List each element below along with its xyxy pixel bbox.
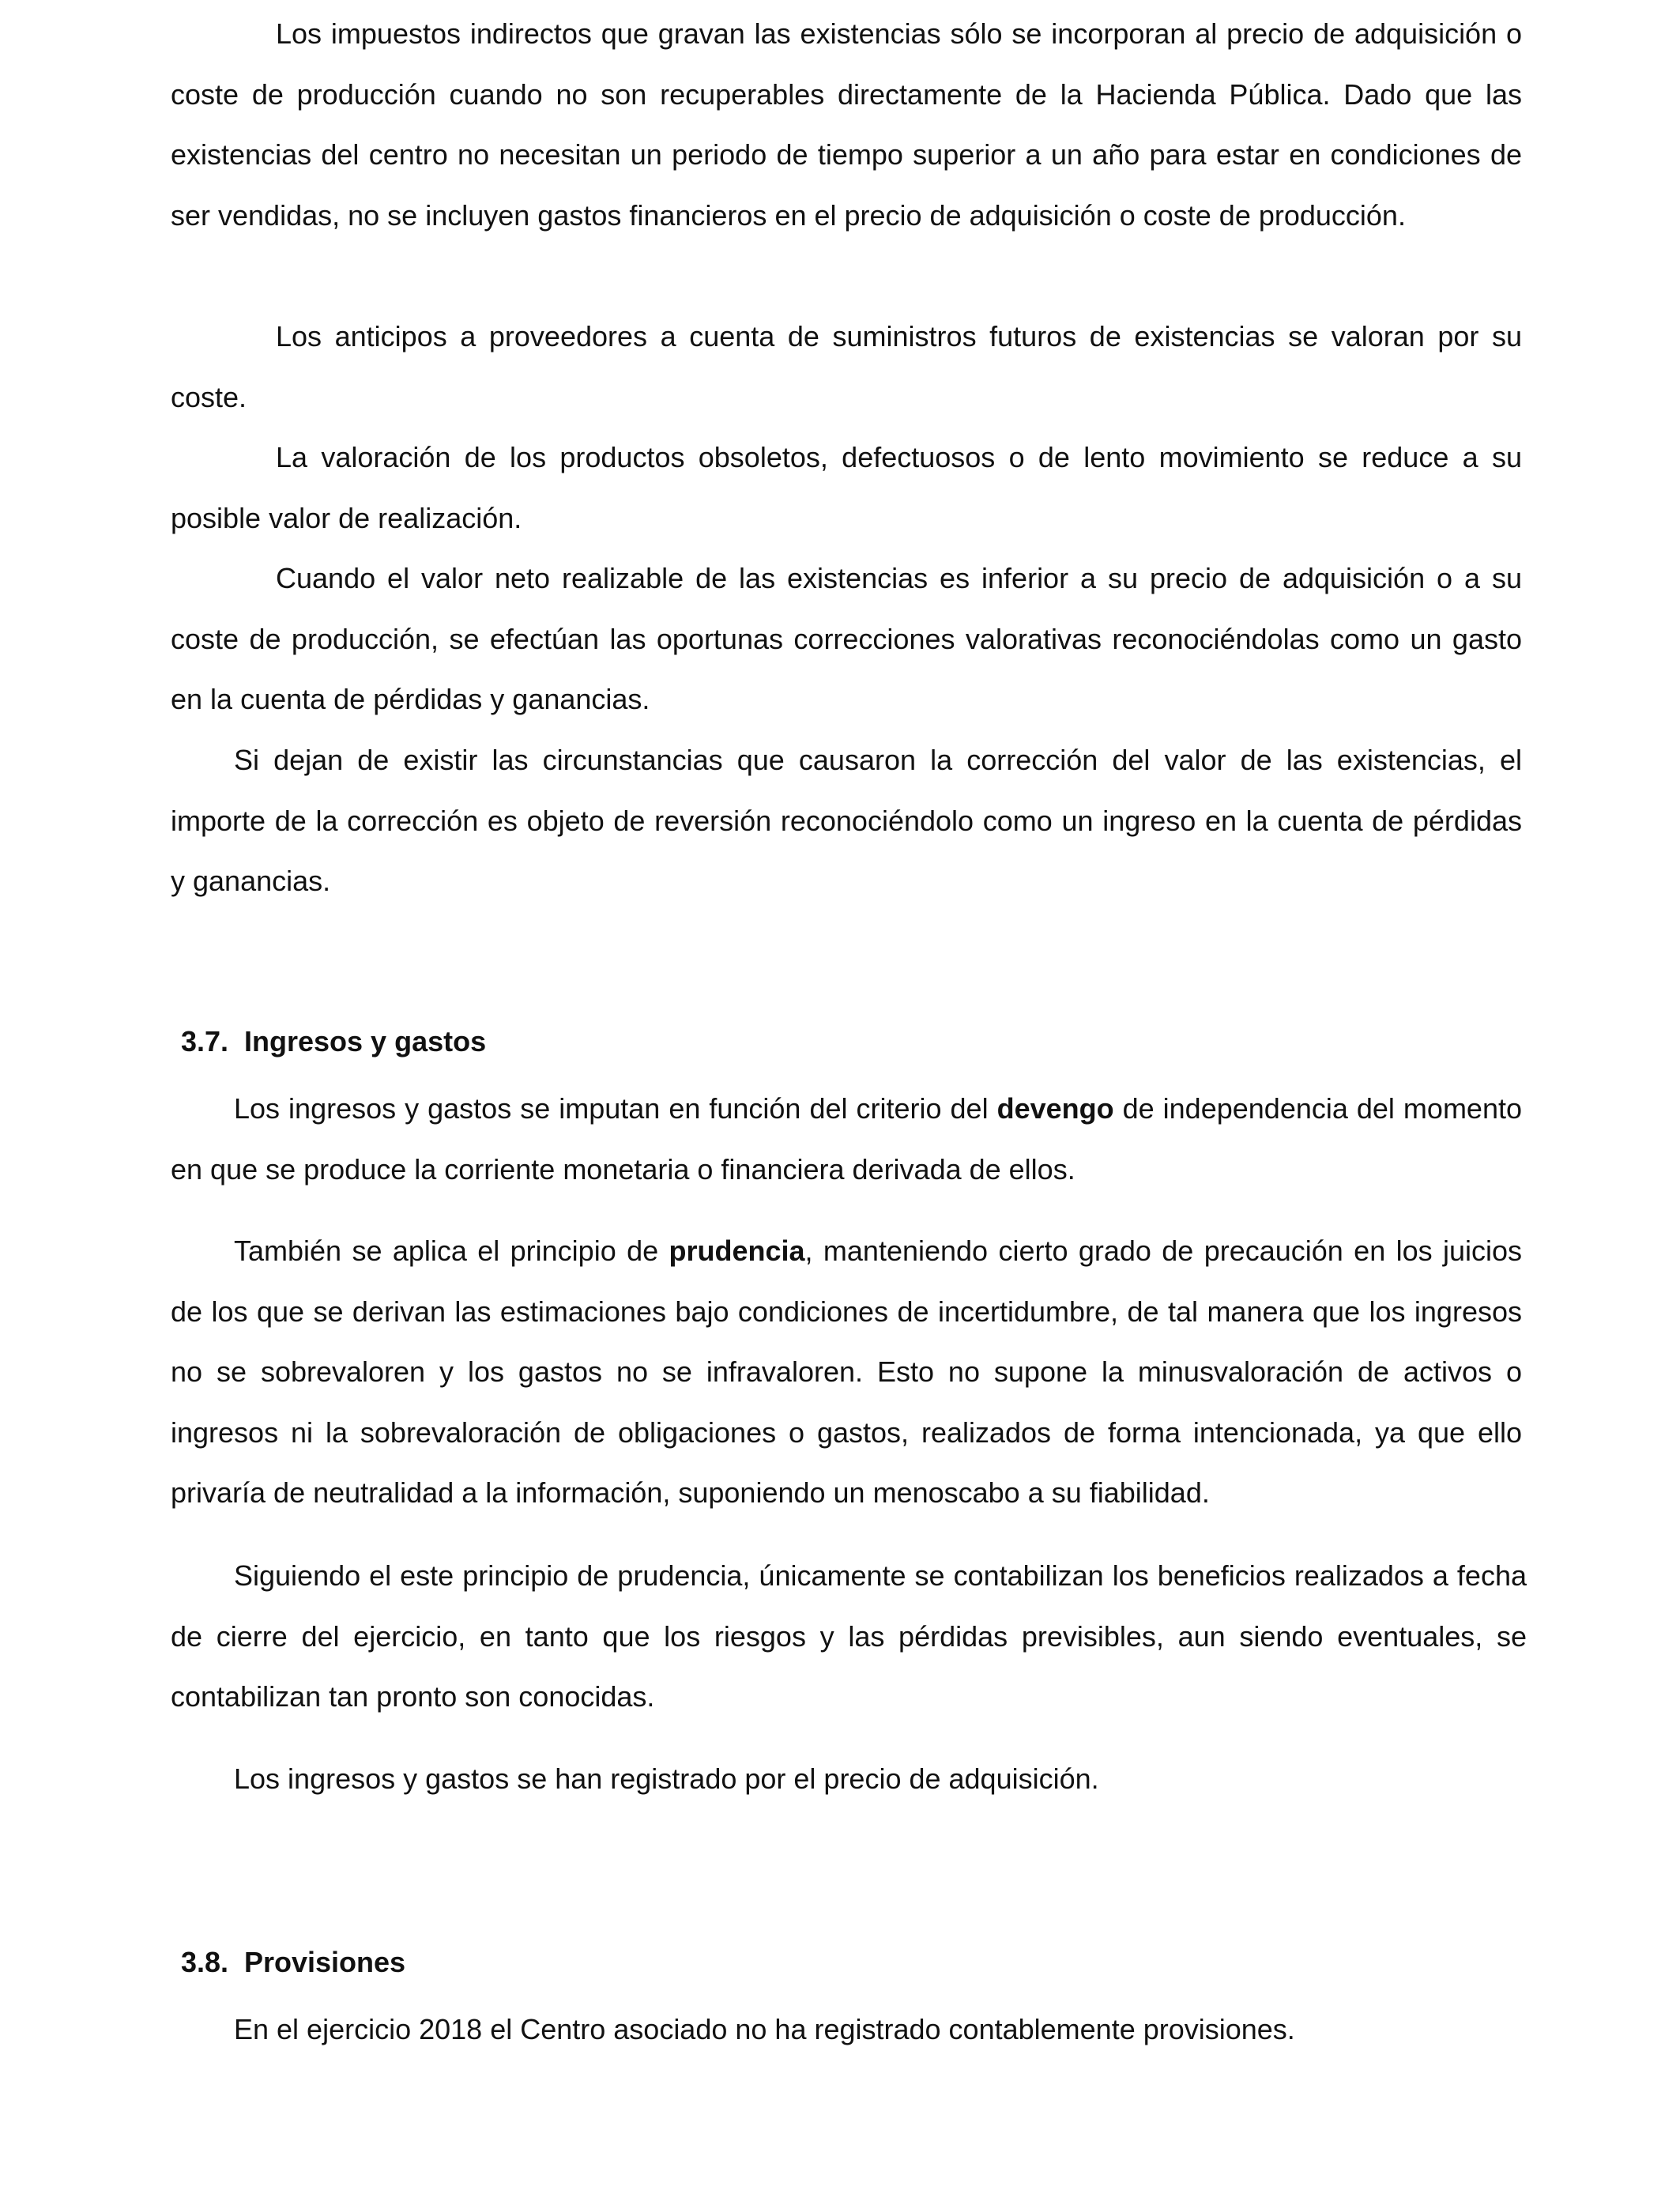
paragraph-productos-obsoletos: La valoración de los productos obsoletos, defectuosos o de lento movimiento se reduce a su posible valor de realización. — [171, 441, 1522, 534]
section-title: Ingresos y gastos — [244, 1025, 487, 1057]
paragraph-provisiones: En el ejercicio 2018 el Centro asociado no ha registrado contablemente provisiones. — [234, 2013, 1295, 2045]
paragraph-anticipos: Los anticipos a proveedores a cuenta de suministros futuros de existencias se valoran por su coste. — [171, 320, 1522, 413]
paragraph-reversion: Si dejan de existir las circunstancias que causaron la corrección del valor de las existencias, el importe de la corrección es objeto de reversión reconociéndolo como un ingreso en la cuenta de pérdidas y ganancias. — [171, 744, 1522, 897]
bold-devengo: devengo — [996, 1092, 1114, 1125]
section-heading-provisiones — [171, 1932, 405, 1992]
section-heading-ingresos-gastos — [171, 1012, 486, 1072]
paragraph-valor-neto-realizable: Cuando el valor neto realizable de las existencias es inferior a su precio de adquisición o a su coste de producción, se efectúan las oportunas correcciones valorativas reconociéndolas como un gasto en la cuenta de pérdidas y ganancias. — [171, 562, 1522, 715]
paragraph-prudencia: También se aplica el principio de prudencia, manteniendo cierto grado de precaución en los juicios de los que se derivan las estimaciones bajo condiciones de incertidumbre, de tal manera que los ingresos no se sobrevaloren y los gastos no se infravaloren. Esto no supone la minusvaloración de activos o ingresos ni la sobrevaloración de obligaciones o gastos, realizados de forma intencionada, ya que ello privaría de neutralidad a la información, suponiendo un menoscabo a su fiabilidad. — [171, 1235, 1523, 1509]
bold-prudencia: prudencia — [669, 1235, 805, 1267]
paragraph-impuestos-indirectos: Los impuestos indirectos que gravan las existencias sólo se incorporan al precio de adquisición o coste de producción cuando no son recuperables directamente de la Hacienda Pública. Dado que las existencias del centro no necesitan un periodo de tiempo superior a un año para estar en condiciones de ser vendidas, no se incluyen gastos financieros en el precio de adquisición o coste de producción. — [171, 17, 1522, 232]
section-number: 3.7. — [181, 1025, 229, 1057]
section-number: 3.8. — [181, 1946, 229, 1978]
paragraph-devengo: Los ingresos y gastos se imputan en función del criterio del devengo de independencia del momento en que se produce la corriente monetaria o financiera derivada de ellos. — [171, 1092, 1522, 1186]
section-title: Provisiones — [244, 1946, 406, 1978]
paragraph-beneficios-realizados: Siguiendo el este principio de prudencia, únicamente se contabilizan los beneficios realizados a fecha de cierre del ejercicio, en tanto que los riesgos y las pérdidas previsibles, aun siendo eventuales, se contabilizan tan pronto son conocidas. — [171, 1559, 1527, 1713]
paragraph-precio-adquisicion: Los ingresos y gastos se han registrado por el precio de adquisición. — [234, 1762, 1099, 1795]
